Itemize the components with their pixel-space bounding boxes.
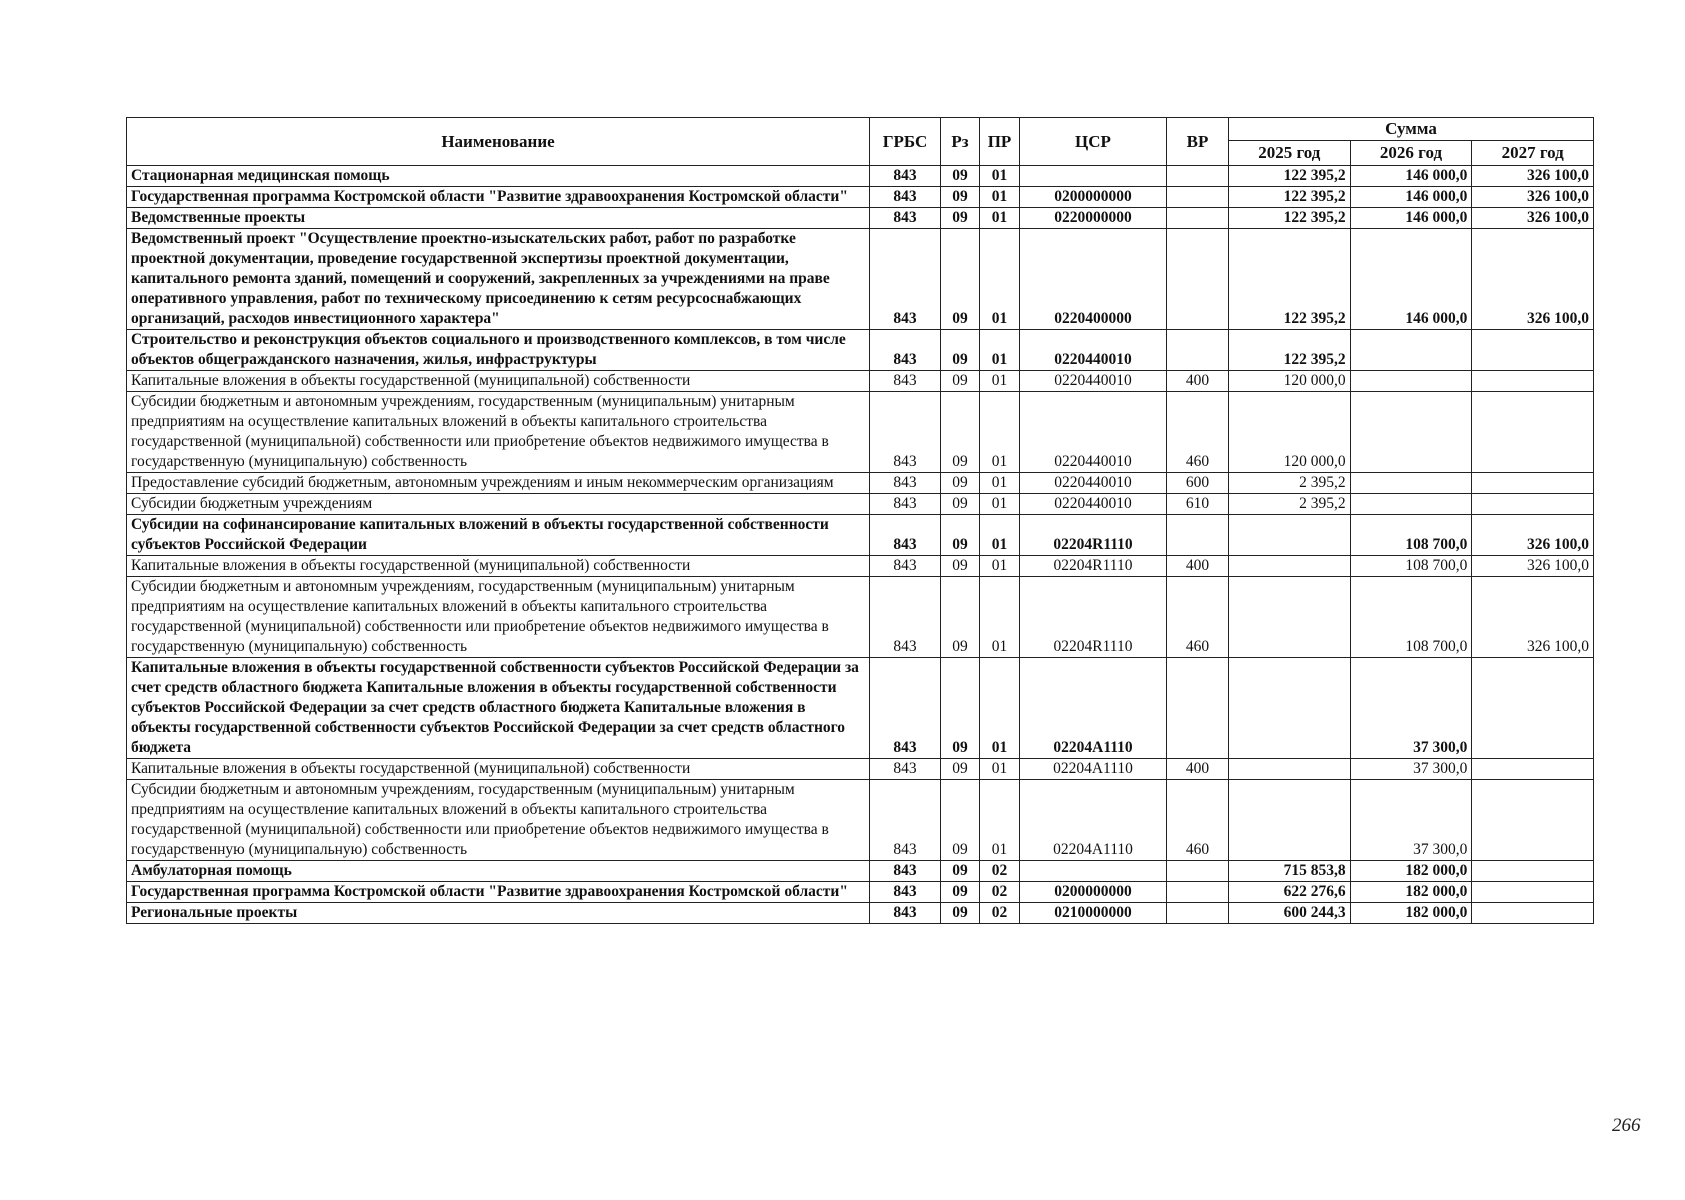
cell-sum-2025: 622 276,6 [1229,882,1351,903]
table-row [127,166,1594,187]
cell-sum-2027: 326 100,0 [1472,577,1594,658]
header-pr: ПР [980,118,1020,166]
cell-vr [1167,229,1229,330]
cell-pr: 02 [980,903,1020,924]
cell-sum-2027: 326 100,0 [1472,515,1594,556]
cell-vr: 400 [1167,556,1229,577]
cell-csr: 0200000000 [1020,882,1167,903]
cell-pr: 01 [980,229,1020,330]
table-row [127,861,1594,882]
cell-sum-2027 [1472,330,1594,371]
cell-rz: 09 [941,780,980,861]
header-vr: ВР [1167,118,1229,166]
cell-sum-2026: 182 000,0 [1350,882,1472,903]
cell-rz: 09 [941,229,980,330]
cell-sum-2027: 326 100,0 [1472,229,1594,330]
cell-rz: 09 [941,556,980,577]
cell-name: Капитальные вложения в объекты государственной (муниципальной) собственности [127,556,870,577]
cell-sum-2026: 37 300,0 [1350,759,1472,780]
cell-rz: 09 [941,882,980,903]
cell-sum-2025 [1229,759,1351,780]
cell-sum-2026 [1350,494,1472,515]
cell-sum-2027 [1472,392,1594,473]
cell-pr: 01 [980,208,1020,229]
cell-csr: 0210000000 [1020,903,1167,924]
cell-grbs: 843 [870,515,941,556]
header-rz: Рз [941,118,980,166]
cell-pr: 01 [980,658,1020,759]
cell-sum-2026: 146 000,0 [1350,208,1472,229]
cell-sum-2025 [1229,658,1351,759]
header-name: Наименование [127,118,870,166]
cell-grbs: 843 [870,229,941,330]
cell-sum-2026: 37 300,0 [1350,780,1472,861]
table-body [127,166,1594,924]
cell-name: Амбулаторная помощь [127,861,870,882]
cell-rz: 09 [941,903,980,924]
page-number: 266 [1612,1115,1641,1136]
cell-csr: 0200000000 [1020,187,1167,208]
cell-sum-2026 [1350,473,1472,494]
cell-pr: 01 [980,330,1020,371]
cell-csr: 0220440010 [1020,330,1167,371]
cell-rz: 09 [941,187,980,208]
cell-sum-2027: 326 100,0 [1472,166,1594,187]
cell-sum-2027 [1472,759,1594,780]
table-row [127,658,1594,759]
cell-vr [1167,515,1229,556]
cell-sum-2026: 146 000,0 [1350,229,1472,330]
header-2025: 2025 год [1229,141,1351,166]
cell-vr [1167,208,1229,229]
table-header [127,118,1594,166]
cell-grbs: 843 [870,882,941,903]
table-row [127,494,1594,515]
cell-rz: 09 [941,330,980,371]
table-row [127,371,1594,392]
cell-name: Субсидии бюджетным и автономным учреждениям, государственным (муниципальным) унитарным предприятиям на осуществление капитальных вложений в объекты капитального строительства государственной (муниципальной) собственности или приобретение объектов недвижимого имущества в государственную (муниципальную) собственность [127,577,870,658]
cell-pr: 01 [980,515,1020,556]
header-2026: 2026 год [1350,141,1472,166]
cell-pr: 01 [980,780,1020,861]
cell-vr: 400 [1167,759,1229,780]
cell-rz: 09 [941,166,980,187]
cell-pr: 01 [980,577,1020,658]
cell-sum-2025: 122 395,2 [1229,330,1351,371]
cell-sum-2027: 326 100,0 [1472,187,1594,208]
table-row [127,187,1594,208]
cell-name: Капитальные вложения в объекты государственной собственности субъектов Российской Федерации за счет средств областного бюджета Капитальные вложения в объекты государственной собственности субъектов Российской Федерации за счет средств областного бюджета Капитальные вложения в объекты государственной собственности субъектов Российской Федерации за счет средств областного бюджета [127,658,870,759]
table-row [127,473,1594,494]
cell-sum-2026: 108 700,0 [1350,515,1472,556]
cell-sum-2026: 146 000,0 [1350,166,1472,187]
cell-vr [1167,658,1229,759]
cell-name: Субсидии бюджетным учреждениям [127,494,870,515]
header-2027: 2027 год [1472,141,1594,166]
cell-csr: 02204A1110 [1020,780,1167,861]
cell-sum-2027: 326 100,0 [1472,556,1594,577]
cell-sum-2025 [1229,577,1351,658]
cell-vr [1167,861,1229,882]
cell-rz: 09 [941,371,980,392]
cell-sum-2027 [1472,882,1594,903]
table-row [127,780,1594,861]
cell-name: Субсидии бюджетным и автономным учреждениям, государственным (муниципальным) унитарным предприятиям на осуществление капитальных вложений в объекты капитального строительства государственной (муниципальной) собственности или приобретение объектов недвижимого имущества в государственную (муниципальную) собственность [127,780,870,861]
table-row [127,229,1594,330]
cell-rz: 09 [941,861,980,882]
cell-name: Ведомственный проект "Осуществление проектно-изыскательских работ, работ по разработке проектной документации, проведение государственной экспертизы проектной документации, капитального ремонта зданий, помещений и сооружений, закрепленных за учреждениями на праве оперативного управления, работ по техническому присоединению к сетям ресурсоснабжающих организаций, расходов инвестиционного характера" [127,229,870,330]
cell-grbs: 843 [870,494,941,515]
cell-vr: 460 [1167,392,1229,473]
cell-name: Ведомственные проекты [127,208,870,229]
cell-csr: 0220440010 [1020,473,1167,494]
cell-sum-2025: 120 000,0 [1229,392,1351,473]
cell-sum-2026: 182 000,0 [1350,903,1472,924]
cell-sum-2026 [1350,392,1472,473]
cell-grbs: 843 [870,392,941,473]
cell-rz: 09 [941,759,980,780]
cell-csr: 0220440010 [1020,371,1167,392]
cell-sum-2026: 146 000,0 [1350,187,1472,208]
cell-sum-2025: 2 395,2 [1229,473,1351,494]
cell-vr [1167,903,1229,924]
cell-sum-2026: 182 000,0 [1350,861,1472,882]
cell-sum-2027 [1472,780,1594,861]
table-row [127,515,1594,556]
cell-grbs: 843 [870,780,941,861]
cell-pr: 02 [980,882,1020,903]
cell-sum-2025 [1229,515,1351,556]
cell-sum-2025 [1229,780,1351,861]
cell-name: Субсидии бюджетным и автономным учреждениям, государственным (муниципальным) унитарным предприятиям на осуществление капитальных вложений в объекты капитального строительства государственной (муниципальной) собственности или приобретение объектов недвижимого имущества в государственную (муниципальную) собственность [127,392,870,473]
cell-pr: 01 [980,187,1020,208]
cell-csr: 02204R1110 [1020,515,1167,556]
cell-sum-2027 [1472,494,1594,515]
cell-rz: 09 [941,658,980,759]
cell-name: Государственная программа Костромской области "Развитие здравоохранения Костромской области" [127,882,870,903]
cell-sum-2027 [1472,861,1594,882]
cell-csr: 0220440010 [1020,494,1167,515]
cell-sum-2025: 2 395,2 [1229,494,1351,515]
cell-grbs: 843 [870,166,941,187]
cell-grbs: 843 [870,577,941,658]
cell-name: Капитальные вложения в объекты государственной (муниципальной) собственности [127,371,870,392]
cell-csr [1020,166,1167,187]
cell-vr: 400 [1167,371,1229,392]
cell-csr: 02204A1110 [1020,658,1167,759]
cell-grbs: 843 [870,903,941,924]
cell-name: Капитальные вложения в объекты государственной (муниципальной) собственности [127,759,870,780]
table-row [127,882,1594,903]
cell-name: Строительство и реконструкция объектов социального и производственного комплексов, в том числе объектов общегражданского назначения, жилья, инфраструктуры [127,330,870,371]
cell-vr [1167,187,1229,208]
cell-pr: 01 [980,166,1020,187]
cell-name: Государственная программа Костромской области "Развитие здравоохранения Костромской области" [127,187,870,208]
cell-sum-2026 [1350,371,1472,392]
cell-sum-2027 [1472,473,1594,494]
cell-pr: 01 [980,371,1020,392]
cell-pr: 01 [980,392,1020,473]
cell-csr: 0220440010 [1020,392,1167,473]
cell-sum-2026: 108 700,0 [1350,577,1472,658]
cell-vr: 460 [1167,780,1229,861]
cell-pr: 01 [980,494,1020,515]
header-csr: ЦСР [1020,118,1167,166]
cell-sum-2026: 37 300,0 [1350,658,1472,759]
cell-grbs: 843 [870,371,941,392]
cell-vr: 600 [1167,473,1229,494]
cell-sum-2025: 122 395,2 [1229,187,1351,208]
cell-grbs: 843 [870,658,941,759]
cell-csr: 02204R1110 [1020,556,1167,577]
cell-grbs: 843 [870,759,941,780]
cell-sum-2025: 122 395,2 [1229,229,1351,330]
cell-sum-2025 [1229,556,1351,577]
cell-vr: 460 [1167,577,1229,658]
cell-sum-2027 [1472,903,1594,924]
table-row [127,903,1594,924]
header-sum: Сумма [1229,118,1594,141]
cell-vr: 610 [1167,494,1229,515]
cell-grbs: 843 [870,861,941,882]
table-row [127,392,1594,473]
cell-rz: 09 [941,473,980,494]
cell-grbs: 843 [870,556,941,577]
cell-sum-2027: 326 100,0 [1472,208,1594,229]
cell-vr [1167,330,1229,371]
cell-rz: 09 [941,392,980,473]
cell-pr: 02 [980,861,1020,882]
cell-vr [1167,882,1229,903]
header-grbs: ГРБС [870,118,941,166]
cell-vr [1167,166,1229,187]
cell-name: Региональные проекты [127,903,870,924]
budget-table [126,117,1594,924]
cell-name: Субсидии на софинансирование капитальных вложений в объекты государственной собственности субъектов Российской Федерации [127,515,870,556]
table-row [127,577,1594,658]
cell-sum-2026: 108 700,0 [1350,556,1472,577]
cell-sum-2027 [1472,658,1594,759]
cell-csr: 02204A1110 [1020,759,1167,780]
table-row [127,759,1594,780]
cell-sum-2025: 122 395,2 [1229,208,1351,229]
cell-grbs: 843 [870,330,941,371]
table-row [127,208,1594,229]
table-row [127,556,1594,577]
cell-rz: 09 [941,208,980,229]
cell-sum-2025: 122 395,2 [1229,166,1351,187]
cell-name: Стационарная медицинская помощь [127,166,870,187]
cell-rz: 09 [941,515,980,556]
cell-csr: 0220400000 [1020,229,1167,330]
cell-grbs: 843 [870,473,941,494]
cell-sum-2026 [1350,330,1472,371]
cell-pr: 01 [980,759,1020,780]
cell-csr: 0220000000 [1020,208,1167,229]
cell-csr: 02204R1110 [1020,577,1167,658]
cell-sum-2025: 120 000,0 [1229,371,1351,392]
cell-rz: 09 [941,494,980,515]
cell-sum-2025: 600 244,3 [1229,903,1351,924]
cell-name: Предоставление субсидий бюджетным, автономным учреждениям и иным некоммерческим организациям [127,473,870,494]
cell-rz: 09 [941,577,980,658]
cell-grbs: 843 [870,208,941,229]
table-row [127,330,1594,371]
cell-csr [1020,861,1167,882]
cell-sum-2027 [1472,371,1594,392]
cell-sum-2025: 715 853,8 [1229,861,1351,882]
cell-pr: 01 [980,556,1020,577]
cell-pr: 01 [980,473,1020,494]
cell-grbs: 843 [870,187,941,208]
